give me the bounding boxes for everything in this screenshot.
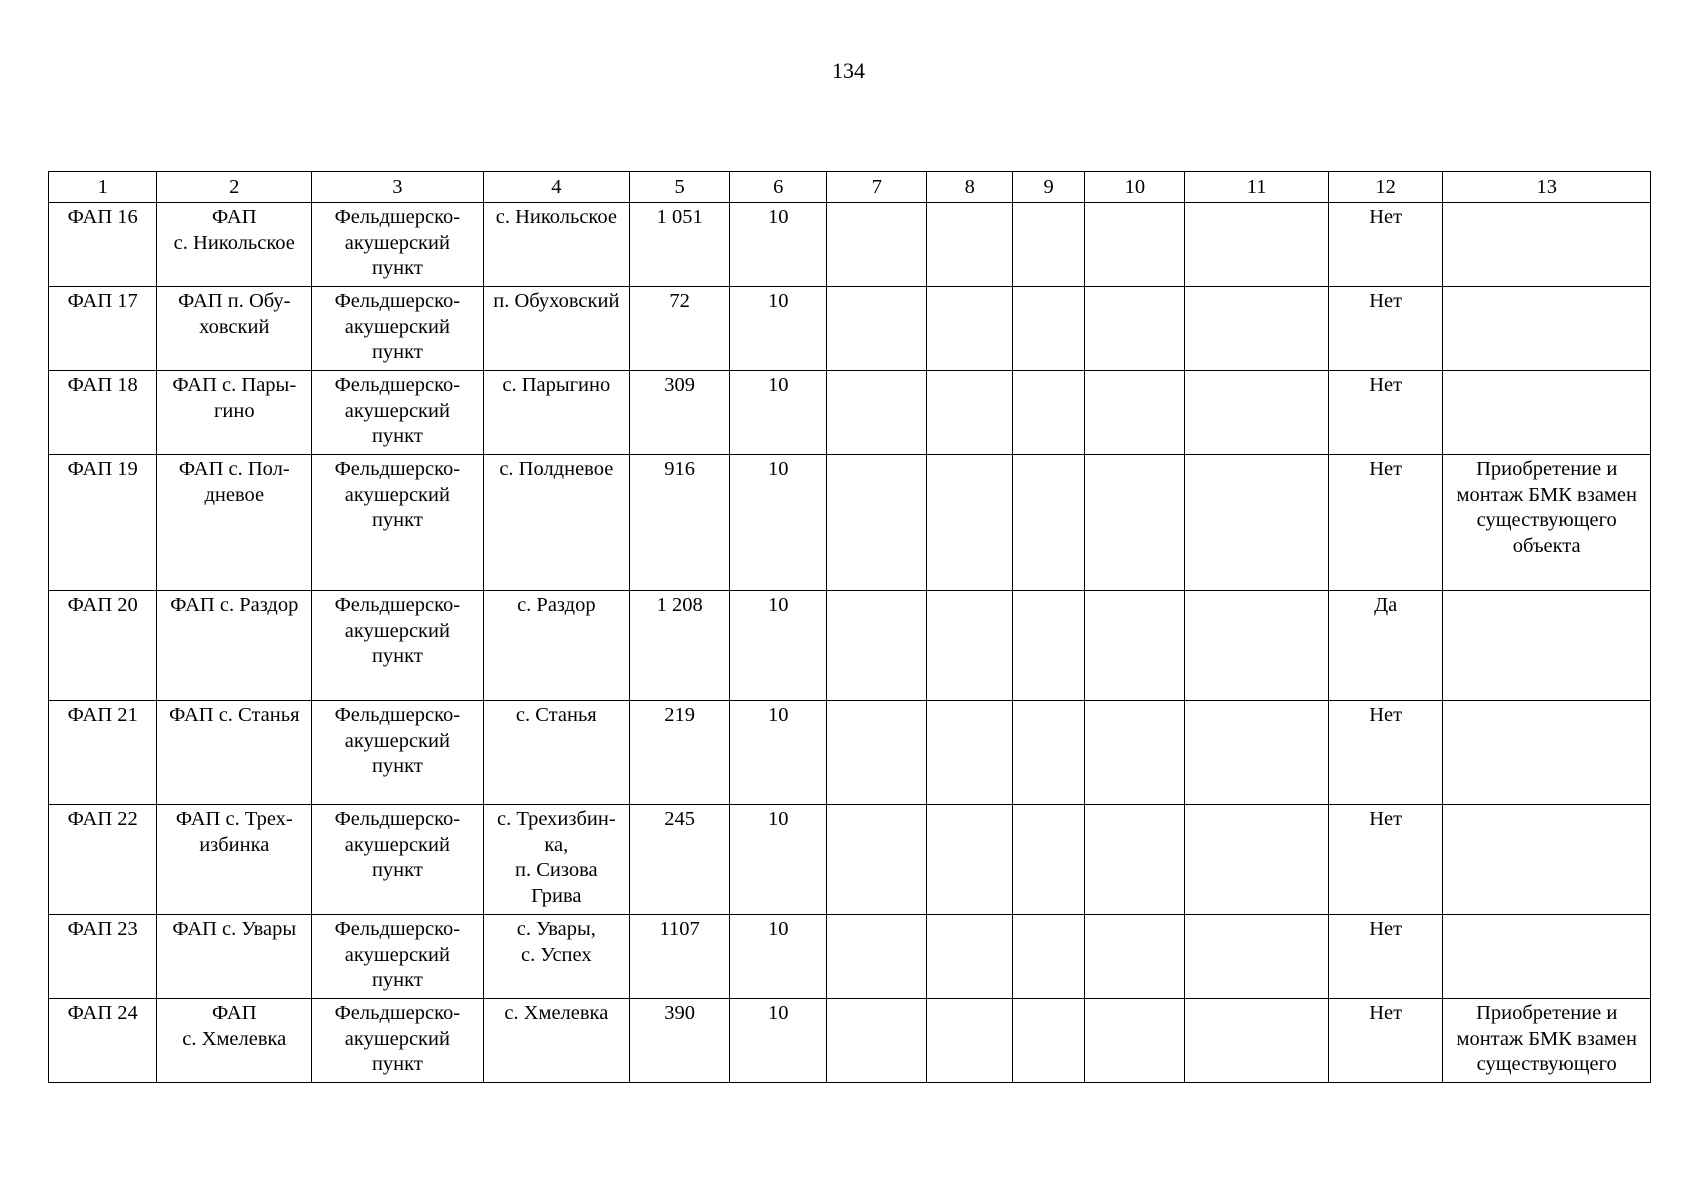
note-cell <box>1443 701 1651 805</box>
facility-name-cell-line: ФАП с. Пол- <box>178 458 290 480</box>
facility-name-cell <box>157 591 312 701</box>
facility-name-cell-line: с. Никольское <box>173 231 295 254</box>
facility-type-cell-line: пункт <box>371 341 423 363</box>
facility-type-cell <box>312 455 483 591</box>
column-header-11: 11 <box>1185 172 1328 203</box>
column-7-cell <box>827 591 927 701</box>
locality-cell <box>483 287 630 371</box>
facility-code-cell: ФАП 24 <box>49 999 157 1083</box>
facility-type-cell-line: пункт <box>371 969 423 991</box>
column-11-cell <box>1185 287 1328 371</box>
column-10-cell <box>1085 287 1185 371</box>
facility-type-cell-line: пункт <box>371 645 423 667</box>
column-header-3: 3 <box>312 172 483 203</box>
column-8-cell <box>927 805 1013 915</box>
facility-type-cell-line: Фельдшерско- <box>334 808 461 830</box>
facility-name-cell-line: ФАП с. Пары- <box>172 374 297 396</box>
facility-type-cell-line: Фельдшерско- <box>334 206 461 228</box>
column-header-7: 7 <box>827 172 927 203</box>
note-cell-line: существующего <box>1476 1053 1617 1075</box>
locality-cell-line: п. Сизова <box>515 859 598 881</box>
column-11-cell <box>1185 701 1328 805</box>
column-6-cell: 10 <box>730 591 827 701</box>
locality-cell <box>483 371 630 455</box>
population-cell: 1107 <box>630 915 730 999</box>
availability-cell: Нет <box>1328 701 1443 805</box>
column-10-cell <box>1085 805 1185 915</box>
table-row <box>49 915 1651 999</box>
locality-cell <box>483 591 630 701</box>
facility-name-cell-line: ФАП с. Раздор <box>170 594 299 616</box>
column-9-cell <box>1013 591 1085 701</box>
table-row <box>49 287 1651 371</box>
column-10-cell <box>1085 999 1185 1083</box>
locality-cell-line: с. Станья <box>515 704 597 726</box>
table-row <box>49 203 1651 287</box>
column-11-cell <box>1185 805 1328 915</box>
facility-name-cell <box>157 701 312 805</box>
locality-cell-line: с. Хмелевка <box>504 1002 609 1024</box>
availability-cell: Нет <box>1328 203 1443 287</box>
facility-type-cell-line: акушерский <box>344 1027 450 1050</box>
facility-type-cell-line: пункт <box>371 755 423 777</box>
availability-cell: Нет <box>1328 999 1443 1083</box>
facility-name-cell <box>157 455 312 591</box>
facility-type-cell-line: Фельдшерско- <box>334 374 461 396</box>
availability-cell: Да <box>1328 591 1443 701</box>
facility-type-cell-line: Фельдшерско- <box>334 290 461 312</box>
column-10-cell <box>1085 455 1185 591</box>
column-header-5: 5 <box>630 172 730 203</box>
column-6-cell: 10 <box>730 805 827 915</box>
column-header-1: 1 <box>49 172 157 203</box>
table-row <box>49 455 1651 591</box>
facility-type-cell-line: акушерский <box>344 399 450 422</box>
facility-name-cell-line: дневое <box>204 483 265 506</box>
facility-name-cell-line: гино <box>213 399 255 422</box>
facility-code-cell: ФАП 18 <box>49 371 157 455</box>
page-number: 134 <box>832 58 865 83</box>
facility-type-cell-line: пункт <box>371 859 423 881</box>
note-cell-line: объекта <box>1512 534 1581 557</box>
column-10-cell <box>1085 701 1185 805</box>
facility-type-cell-line: акушерский <box>344 729 450 752</box>
facility-name-cell-line: ФАП <box>212 1002 257 1024</box>
facility-name-cell-line: ФАП с. Трех- <box>175 808 293 830</box>
note-cell <box>1443 915 1651 999</box>
column-8-cell <box>927 203 1013 287</box>
table-body <box>49 203 1651 1083</box>
note-cell <box>1443 371 1651 455</box>
column-header-12: 12 <box>1328 172 1443 203</box>
locality-cell-line: с. Успех <box>521 943 592 966</box>
facility-code-cell: ФАП 21 <box>49 701 157 805</box>
facility-type-cell-line: акушерский <box>344 231 450 254</box>
population-cell: 245 <box>630 805 730 915</box>
note-cell <box>1443 455 1651 591</box>
facility-code-cell: ФАП 16 <box>49 203 157 287</box>
facility-code-cell: ФАП 22 <box>49 805 157 915</box>
locality-cell-line: с. Раздор <box>517 594 596 616</box>
facility-type-cell-line: акушерский <box>344 619 450 642</box>
facility-type-cell-line: пункт <box>371 425 423 447</box>
column-7-cell <box>827 203 927 287</box>
population-cell: 309 <box>630 371 730 455</box>
facility-type-cell-line: пункт <box>371 257 423 279</box>
facility-type-cell-line: акушерский <box>344 315 450 338</box>
column-6-cell: 10 <box>730 915 827 999</box>
facility-type-cell <box>312 999 483 1083</box>
column-header-10: 10 <box>1085 172 1185 203</box>
table-row <box>49 591 1651 701</box>
column-9-cell <box>1013 915 1085 999</box>
column-8-cell <box>927 591 1013 701</box>
facility-name-cell-line: ховский <box>199 315 270 338</box>
facility-type-cell <box>312 591 483 701</box>
population-cell: 390 <box>630 999 730 1083</box>
locality-cell-line: с. Трехизбин- <box>496 808 616 830</box>
column-7-cell <box>827 287 927 371</box>
facility-name-cell <box>157 203 312 287</box>
facility-name-cell <box>157 371 312 455</box>
column-11-cell <box>1185 203 1328 287</box>
column-9-cell <box>1013 999 1085 1083</box>
column-6-cell: 10 <box>730 455 827 591</box>
locality-cell <box>483 999 630 1083</box>
column-header-9: 9 <box>1013 172 1085 203</box>
column-7-cell <box>827 999 927 1083</box>
locality-cell <box>483 915 630 999</box>
column-6-cell: 10 <box>730 287 827 371</box>
note-cell-line: монтаж БМК взамен <box>1456 483 1637 506</box>
facility-type-cell-line: пункт <box>371 1053 423 1075</box>
table-row <box>49 805 1651 915</box>
facilities-table <box>48 171 1651 1083</box>
facility-type-cell-line: Фельдшерско- <box>334 594 461 616</box>
locality-cell <box>483 203 630 287</box>
column-9-cell <box>1013 371 1085 455</box>
locality-cell-line: с. Никольское <box>495 206 617 228</box>
locality-cell <box>483 701 630 805</box>
facility-type-cell-line: Фельдшерско- <box>334 1002 461 1024</box>
availability-cell: Нет <box>1328 455 1443 591</box>
note-cell-line: Приобретение и <box>1476 458 1618 480</box>
column-11-cell <box>1185 591 1328 701</box>
locality-cell-line: п. Обуховский <box>493 290 620 312</box>
table-row <box>49 701 1651 805</box>
column-7-cell <box>827 805 927 915</box>
column-11-cell <box>1185 455 1328 591</box>
note-cell <box>1443 591 1651 701</box>
availability-cell: Нет <box>1328 287 1443 371</box>
facility-name-cell <box>157 915 312 999</box>
note-cell <box>1443 203 1651 287</box>
column-9-cell <box>1013 805 1085 915</box>
column-6-cell: 10 <box>730 999 827 1083</box>
column-10-cell <box>1085 591 1185 701</box>
column-8-cell <box>927 915 1013 999</box>
column-10-cell <box>1085 915 1185 999</box>
column-11-cell <box>1185 371 1328 455</box>
table-row <box>49 371 1651 455</box>
column-10-cell <box>1085 371 1185 455</box>
facility-type-cell <box>312 287 483 371</box>
availability-cell: Нет <box>1328 805 1443 915</box>
column-9-cell <box>1013 455 1085 591</box>
availability-cell: Нет <box>1328 371 1443 455</box>
facility-code-cell: ФАП 19 <box>49 455 157 591</box>
column-9-cell <box>1013 287 1085 371</box>
note-cell <box>1443 805 1651 915</box>
facility-name-cell-line: ФАП с. Увары <box>172 918 297 940</box>
locality-cell <box>483 455 630 591</box>
facility-name-cell-line: избинка <box>199 833 270 856</box>
facility-type-cell-line: акушерский <box>344 943 450 966</box>
column-6-cell: 10 <box>730 701 827 805</box>
column-11-cell <box>1185 999 1328 1083</box>
facility-name-cell-line: с. Хмелевка <box>182 1027 287 1050</box>
note-cell-line: существующего <box>1476 509 1617 531</box>
locality-cell-line: Грива <box>531 884 582 907</box>
facility-name-cell-line: ФАП <box>212 206 257 228</box>
table-row <box>49 999 1651 1083</box>
facility-name-cell-line: ФАП п. Обу- <box>178 290 291 312</box>
population-cell: 1 208 <box>630 591 730 701</box>
facility-name-cell <box>157 805 312 915</box>
facility-type-cell-line: акушерский <box>344 483 450 506</box>
column-7-cell <box>827 701 927 805</box>
column-6-cell: 10 <box>730 203 827 287</box>
column-header-8: 8 <box>927 172 1013 203</box>
population-cell: 219 <box>630 701 730 805</box>
note-cell-line: монтаж БМК взамен <box>1456 1027 1637 1050</box>
population-cell: 1 051 <box>630 203 730 287</box>
facility-type-cell <box>312 371 483 455</box>
locality-cell-line: с. Увары, <box>516 918 596 940</box>
facility-code-cell: ФАП 17 <box>49 287 157 371</box>
header-row <box>49 172 1651 203</box>
column-8-cell <box>927 999 1013 1083</box>
column-9-cell <box>1013 203 1085 287</box>
facility-type-cell <box>312 203 483 287</box>
table-header <box>49 172 1651 203</box>
facility-type-cell-line: Фельдшерско- <box>334 918 461 940</box>
column-header-2: 2 <box>157 172 312 203</box>
facility-type-cell <box>312 805 483 915</box>
note-cell-line: Приобретение и <box>1476 1002 1618 1024</box>
column-8-cell <box>927 371 1013 455</box>
locality-cell-line: с. Полдневое <box>499 458 614 480</box>
column-7-cell <box>827 455 927 591</box>
facility-type-cell-line: пункт <box>371 509 423 531</box>
facility-name-cell-line: ФАП с. Станья <box>169 704 300 726</box>
facility-type-cell-line: Фельдшерско- <box>334 458 461 480</box>
column-8-cell <box>927 287 1013 371</box>
facility-type-cell-line: Фельдшерско- <box>334 704 461 726</box>
column-header-13: 13 <box>1443 172 1651 203</box>
column-7-cell <box>827 915 927 999</box>
locality-cell <box>483 805 630 915</box>
column-header-4: 4 <box>483 172 630 203</box>
column-9-cell <box>1013 701 1085 805</box>
note-cell <box>1443 999 1651 1083</box>
locality-cell-line: с. Парыгино <box>502 374 611 396</box>
facility-code-cell: ФАП 23 <box>49 915 157 999</box>
availability-cell: Нет <box>1328 915 1443 999</box>
facility-type-cell <box>312 915 483 999</box>
column-7-cell <box>827 371 927 455</box>
facility-name-cell <box>157 999 312 1083</box>
note-cell <box>1443 287 1651 371</box>
facility-type-cell-line: акушерский <box>344 833 450 856</box>
facility-code-cell: ФАП 20 <box>49 591 157 701</box>
population-cell: 916 <box>630 455 730 591</box>
population-cell: 72 <box>630 287 730 371</box>
facility-type-cell <box>312 701 483 805</box>
column-10-cell <box>1085 203 1185 287</box>
locality-cell-line: ка, <box>544 833 569 856</box>
column-header-6: 6 <box>730 172 827 203</box>
column-8-cell <box>927 701 1013 805</box>
column-11-cell <box>1185 915 1328 999</box>
facility-name-cell <box>157 287 312 371</box>
column-8-cell <box>927 455 1013 591</box>
column-6-cell: 10 <box>730 371 827 455</box>
